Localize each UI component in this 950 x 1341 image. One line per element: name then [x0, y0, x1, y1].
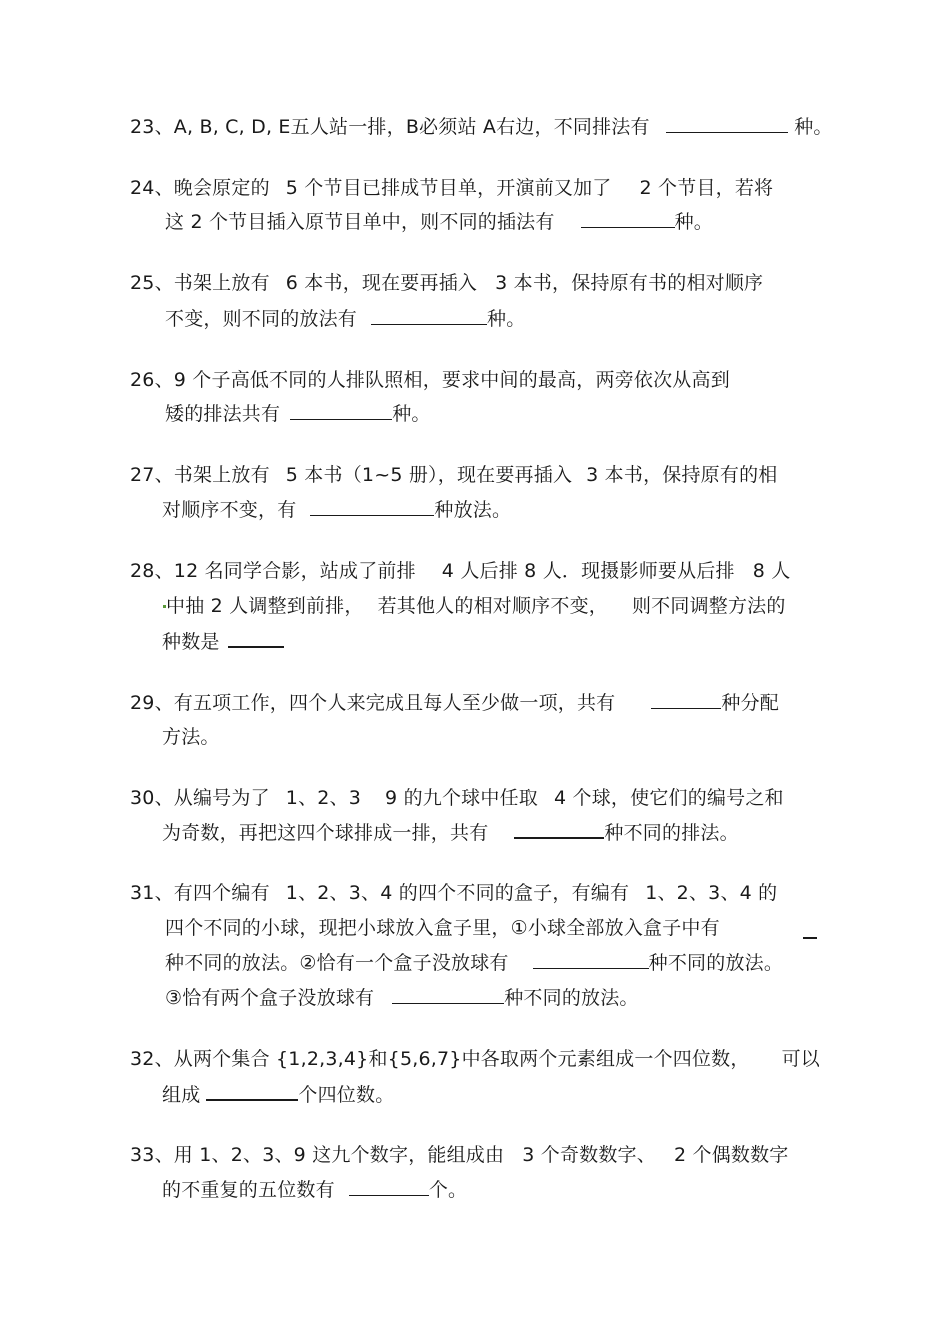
question-30-text-a: 30、从编号为了 — [130, 787, 270, 809]
question-33-text-b: 3 个奇数数字、 — [522, 1144, 656, 1166]
question-32-text-c: 组成 — [162, 1084, 201, 1106]
question-31-text-f: 种不同的放法。 — [648, 952, 784, 974]
question-28-line-2 — [166, 593, 786, 619]
question-30-text-c: 9 的九个球中任取 — [385, 787, 538, 809]
question-28-text-e: 若其他人的相对顺序不变， — [377, 595, 608, 617]
question-24-unit: 种。 — [674, 211, 713, 233]
question-28-text-a: 28、12 名同学合影，站成了前排 — [130, 560, 416, 582]
question-32-line-2 — [162, 1081, 394, 1108]
question-31-text-c: 1、2、3、4 的 — [645, 882, 778, 904]
question-25-text-d: 不变，则不同的放法有 — [165, 308, 358, 330]
answer-blank[interactable] — [228, 628, 284, 648]
question-25-text-a: 25、书架上放有 — [130, 272, 270, 294]
answer-blank[interactable] — [392, 985, 504, 1004]
question-23-text: 23、A, B, C, D, E五人站一排，B必须站 A右边，不同排法有 — [130, 116, 650, 138]
question-25-unit: 种。 — [487, 308, 526, 330]
question-24-line-1 — [130, 175, 773, 201]
question-26-line-1 — [130, 367, 730, 393]
question-24-text-c: 2 个节目，若将 — [639, 177, 774, 199]
question-26-text-a: 26、9 个子高低不同的人排队照相，要求中间的最高，两旁依次从高到 — [130, 369, 730, 391]
question-31-text-d: 四个不同的小球，现把小球放入盒子里，①小球全部放入盒子中有 — [165, 917, 720, 939]
answer-blank[interactable] — [803, 919, 817, 939]
question-31-text-h: 种不同的放法。 — [504, 987, 639, 1009]
answer-blank[interactable] — [290, 401, 392, 420]
question-27-line-1 — [130, 462, 778, 488]
question-29-text-c: 方法。 — [162, 726, 220, 748]
question-33-line-2 — [162, 1177, 467, 1203]
question-28-text-f: 则不同调整方法的 — [631, 595, 786, 617]
question-25-line-1 — [130, 270, 763, 296]
question-30-text-e: 为奇数，再把这四个球排成一排，共有 — [162, 822, 489, 844]
question-28-text-c: 8 人 — [752, 560, 791, 582]
question-33-text-d: 的不重复的五位数有 — [162, 1179, 335, 1201]
question-32-text-b: 可以 — [781, 1048, 820, 1070]
question-25-text-c: 3 本书，保持原有书的相对顺序 — [495, 272, 764, 294]
question-27-text-a: 27、书架上放有 — [130, 464, 270, 486]
question-31-text-a: 31、有四个编有 — [130, 882, 270, 904]
question-24-text-d: 这 2 个节目插入原节目单中，则不同的插法有 — [165, 211, 555, 233]
answer-blank[interactable] — [371, 306, 487, 325]
question-28-text-d: 中抽 2 人调整到前排， — [166, 595, 364, 617]
question-27-text-b: 5 本书（1~5 册），现在要再插入 — [285, 464, 573, 486]
question-33-line-1 — [130, 1142, 788, 1168]
question-28-text-b: 4 人后排 8 人．现摄影师要从后排 — [441, 560, 735, 582]
question-30-line-2 — [162, 819, 739, 846]
question-32-line-1 — [130, 1046, 820, 1072]
question-31-line-4 — [165, 985, 639, 1011]
question-32-text-a: 32、从两个集合 {1,2,3,4}和{5,6,7}中各取两个元素组成一个四位数， — [130, 1048, 750, 1070]
question-31-text-g: ③恰有两个盒子没放球有 — [165, 987, 375, 1009]
question-30-text-b: 1、2、3 — [285, 787, 362, 809]
question-33-unit: 个。 — [428, 1179, 468, 1201]
question-31-text-e: 种不同的放法。②恰有一个盒子没放球有 — [165, 952, 509, 974]
question-25-text-b: 6 本书，现在要再插入 — [285, 272, 478, 294]
question-31-line-3 — [165, 950, 783, 976]
answer-blank[interactable] — [310, 497, 434, 516]
question-23 — [130, 114, 833, 140]
question-26-text-b: 矮的排法共有 — [165, 403, 281, 425]
question-25-line-2 — [165, 306, 525, 332]
answer-blank[interactable] — [514, 819, 604, 839]
answer-blank[interactable] — [206, 1081, 298, 1101]
question-28-line-1 — [130, 558, 790, 584]
question-28-text-g: 种数是 — [162, 631, 220, 653]
question-29-line-1 — [130, 690, 779, 716]
question-31-text-b: 1、2、3、4 的四个不同的盒子，有编有 — [285, 882, 630, 904]
question-29-text-a: 29、有五项工作，四个人来完成且每人至少做一项，共有 — [130, 692, 616, 714]
question-33-text-c: 2 个偶数数字 — [673, 1144, 789, 1166]
question-28-line-3 — [162, 628, 284, 655]
question-24-text-b: 5 个节目已排成节目单，开演前又加了 — [285, 177, 612, 199]
question-24-line-2 — [165, 209, 713, 235]
question-27-text-c: 3 本书，保持原有的相 — [586, 464, 778, 486]
question-27-line-2 — [162, 497, 511, 523]
question-30-line-1 — [130, 785, 784, 811]
question-33-text-a: 33、用 1、2、3、9 这九个数字，能组成由 — [130, 1144, 505, 1166]
question-32-unit: 个四位数。 — [298, 1084, 395, 1106]
answer-blank[interactable] — [666, 114, 788, 133]
question-30-text-d: 4 个球，使它们的编号之和 — [553, 787, 784, 809]
answer-blank[interactable] — [581, 209, 675, 228]
answer-blank[interactable] — [651, 690, 721, 709]
question-24-text-a: 24、晚会原定的 — [130, 177, 270, 199]
question-31-line-1 — [130, 880, 777, 906]
answer-blank[interactable] — [349, 1177, 429, 1196]
question-23-unit: 种。 — [794, 116, 833, 138]
question-30-unit: 种不同的排法。 — [604, 822, 739, 844]
question-26-line-2 — [165, 401, 431, 427]
question-31-line-2 — [165, 915, 720, 941]
question-29-text-b: 种分配 — [721, 692, 779, 714]
answer-blank[interactable] — [533, 950, 649, 969]
question-26-unit: 种。 — [392, 403, 431, 425]
question-29-line-2 — [162, 724, 220, 750]
question-27-text-d: 对顺序不变，有 — [162, 499, 297, 521]
question-27-unit: 种放法。 — [434, 499, 512, 521]
